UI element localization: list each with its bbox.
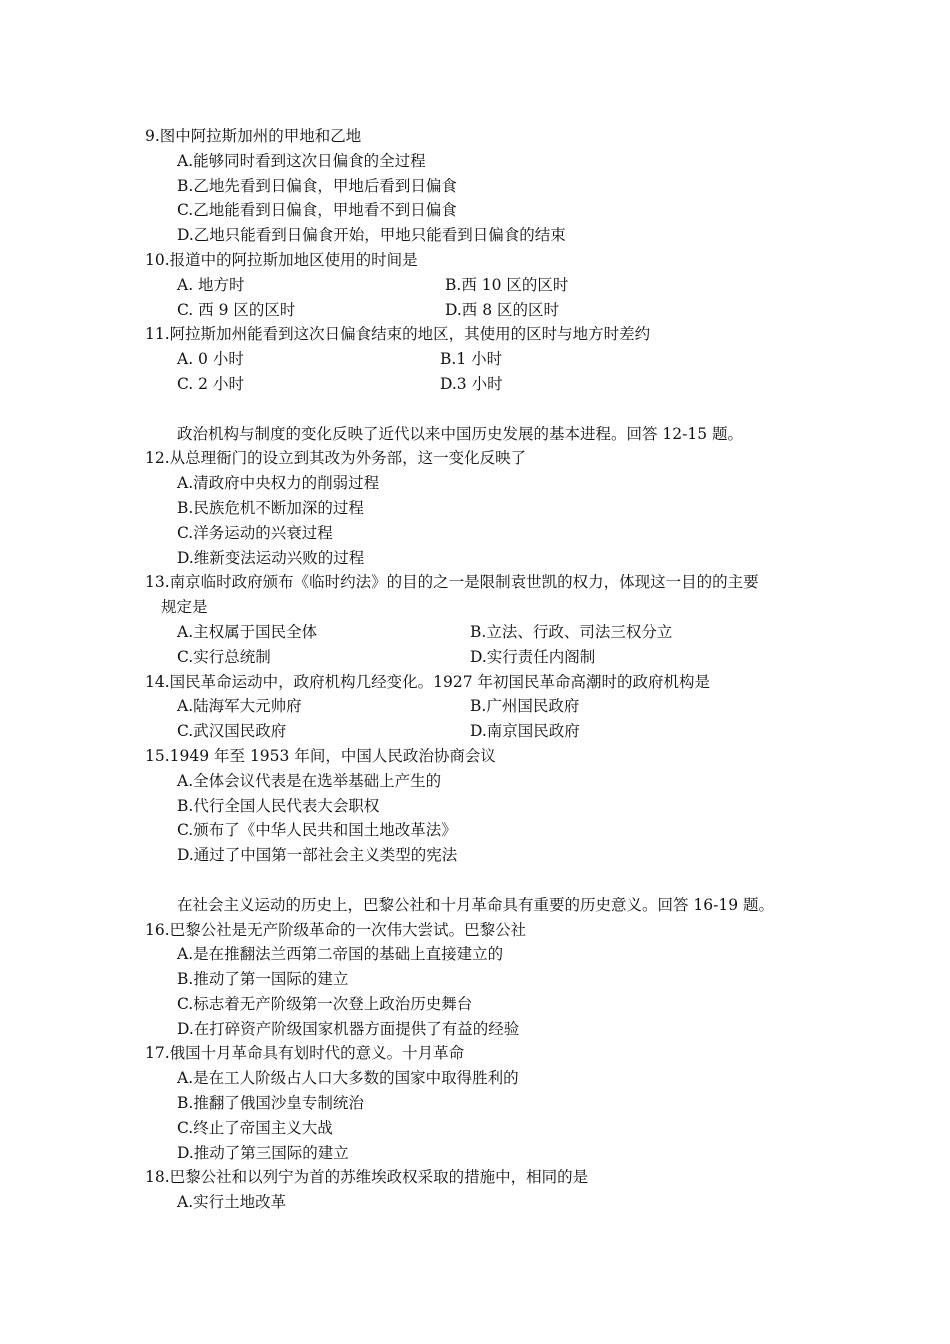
question-10-option-b: B.西 10 区的区时	[445, 275, 569, 294]
question-15-option-b: B.代行全国人民代表大会职权	[177, 796, 380, 815]
question-11-stem: 11.阿拉斯加州能看到这次日偏食结束的地区，其使用的区时与地方时差约	[145, 325, 651, 344]
question-9-option-b: B.乙地先看到日偏食，甲地后看到日偏食	[177, 176, 457, 195]
question-15-option-c: C.颁布了《中华人民共和国土地改革法》	[177, 821, 457, 840]
question-13-stem: 13.南京临时政府颁布《临时约法》的目的之一是限制袁世凯的权力，体现这一目的的主要	[145, 573, 759, 592]
question-14-option-d: D.南京国民政府	[470, 722, 580, 741]
question-11-option-a: A. 0 小时	[177, 350, 244, 369]
question-13-option-d: D.实行责任内阁制	[470, 647, 596, 666]
question-9-option-c: C.乙地能看到日偏食，甲地看不到日偏食	[177, 201, 457, 220]
question-12-option-c: C.洋务运动的兴衰过程	[177, 523, 333, 542]
question-11-options-row-1	[0, 347, 950, 372]
question-9-stem: 9.图中阿拉斯加州的甲地和乙地	[145, 127, 362, 145]
section-intro-12-15: 政治机构与制度的变化反映了近代以来中国历史发展的基本进程。回答 12-15 题。	[177, 424, 744, 443]
question-9-option-a: A.能够同时看到这次日偏食的全过程	[177, 151, 426, 170]
question-13-options-row-2	[0, 645, 950, 670]
question-14-options-row-1	[0, 694, 950, 719]
question-13-option-a: A.主权属于国民全体	[177, 622, 318, 641]
exam-page	[0, 124, 950, 1215]
question-15-option-d: D.通过了中国第一部社会主义类型的宪法	[177, 846, 458, 865]
question-13-option-c: C.实行总统制	[177, 647, 271, 666]
question-12-option-a: A.清政府中央权力的削弱过程	[177, 474, 380, 493]
question-11-option-c: C. 2 小时	[177, 374, 244, 393]
question-16-stem: 16.巴黎公社是无产阶级革命的一次伟大尝试。巴黎公社	[145, 920, 527, 939]
question-13-stem-continuation: 规定是	[161, 598, 208, 617]
question-14-option-a: A.陆海军大元帅府	[177, 697, 302, 716]
spacer	[0, 397, 950, 422]
question-12-option-b: B.民族危机不断加深的过程	[177, 498, 364, 517]
question-11-option-d: D.3 小时	[440, 374, 503, 393]
spacer	[0, 868, 950, 893]
question-14-option-b: B.广州国民政府	[470, 697, 580, 716]
question-11-options-row-2	[0, 372, 950, 397]
question-17-option-c: C.终止了帝国主义大战	[177, 1118, 333, 1137]
question-17-option-a: A.是在工人阶级占人口大多数的国家中取得胜利的	[177, 1069, 519, 1088]
question-10-stem: 10.报道中的阿拉斯加地区使用的时间是	[145, 250, 418, 269]
question-18-stem: 18.巴黎公社和以列宁为首的苏维埃政权采取的措施中，相同的是	[145, 1168, 589, 1187]
question-16-option-a: A.是在推翻法兰西第二帝国的基础上直接建立的	[177, 945, 504, 964]
question-14-options-row-2	[0, 719, 950, 744]
question-14-option-c: C.武汉国民政府	[177, 722, 287, 741]
section-intro-16-19: 在社会主义运动的历史上，巴黎公社和十月革命具有重要的历史意义。回答 16-19 题。	[177, 895, 775, 914]
question-16-option-d: D.在打碎资产阶级国家机器方面提供了有益的经验	[177, 1019, 520, 1038]
question-17-option-b: B.推翻了俄国沙皇专制统治	[177, 1094, 364, 1113]
question-13-option-b: B.立法、行政、司法三权分立	[470, 622, 673, 641]
question-16-option-c: C.标志着无产阶级第一次登上政治历史舞台	[177, 994, 473, 1013]
question-10-option-d: D.西 8 区的区时	[445, 300, 560, 319]
question-15-option-a: A.全体会议代表是在选举基础上产生的	[177, 771, 442, 790]
question-10-option-a: A. 地方时	[177, 275, 245, 294]
question-9-option-d: D.乙地只能看到日偏食开始，甲地只能看到日偏食的结束	[177, 226, 566, 245]
question-17-stem: 17.俄国十月革命具有划时代的意义。十月革命	[145, 1044, 465, 1063]
question-11-option-b: B.1 小时	[440, 350, 503, 369]
question-10-options-row-1	[0, 273, 950, 298]
question-12-stem: 12.从总理衙门的设立到其改为外务部，这一变化反映了	[145, 449, 527, 468]
question-10-options-row-2	[0, 298, 950, 323]
question-14-stem: 14.国民革命运动中，政府机构几经变化。1927 年初国民革命高潮时的政府机构是	[145, 672, 711, 691]
question-12-option-d: D.维新变法运动兴败的过程	[177, 548, 365, 567]
question-13-options-row-1	[0, 620, 950, 645]
question-16-option-b: B.推动了第一国际的建立	[177, 970, 349, 989]
question-17-option-d: D.推动了第三国际的建立	[177, 1143, 349, 1162]
question-10-option-c: C. 西 9 区的区时	[177, 300, 296, 319]
question-18-option-a: A.实行土地改革	[177, 1193, 287, 1212]
question-15-stem: 15.1949 年至 1953 年间，中国人民政治协商会议	[145, 746, 496, 765]
